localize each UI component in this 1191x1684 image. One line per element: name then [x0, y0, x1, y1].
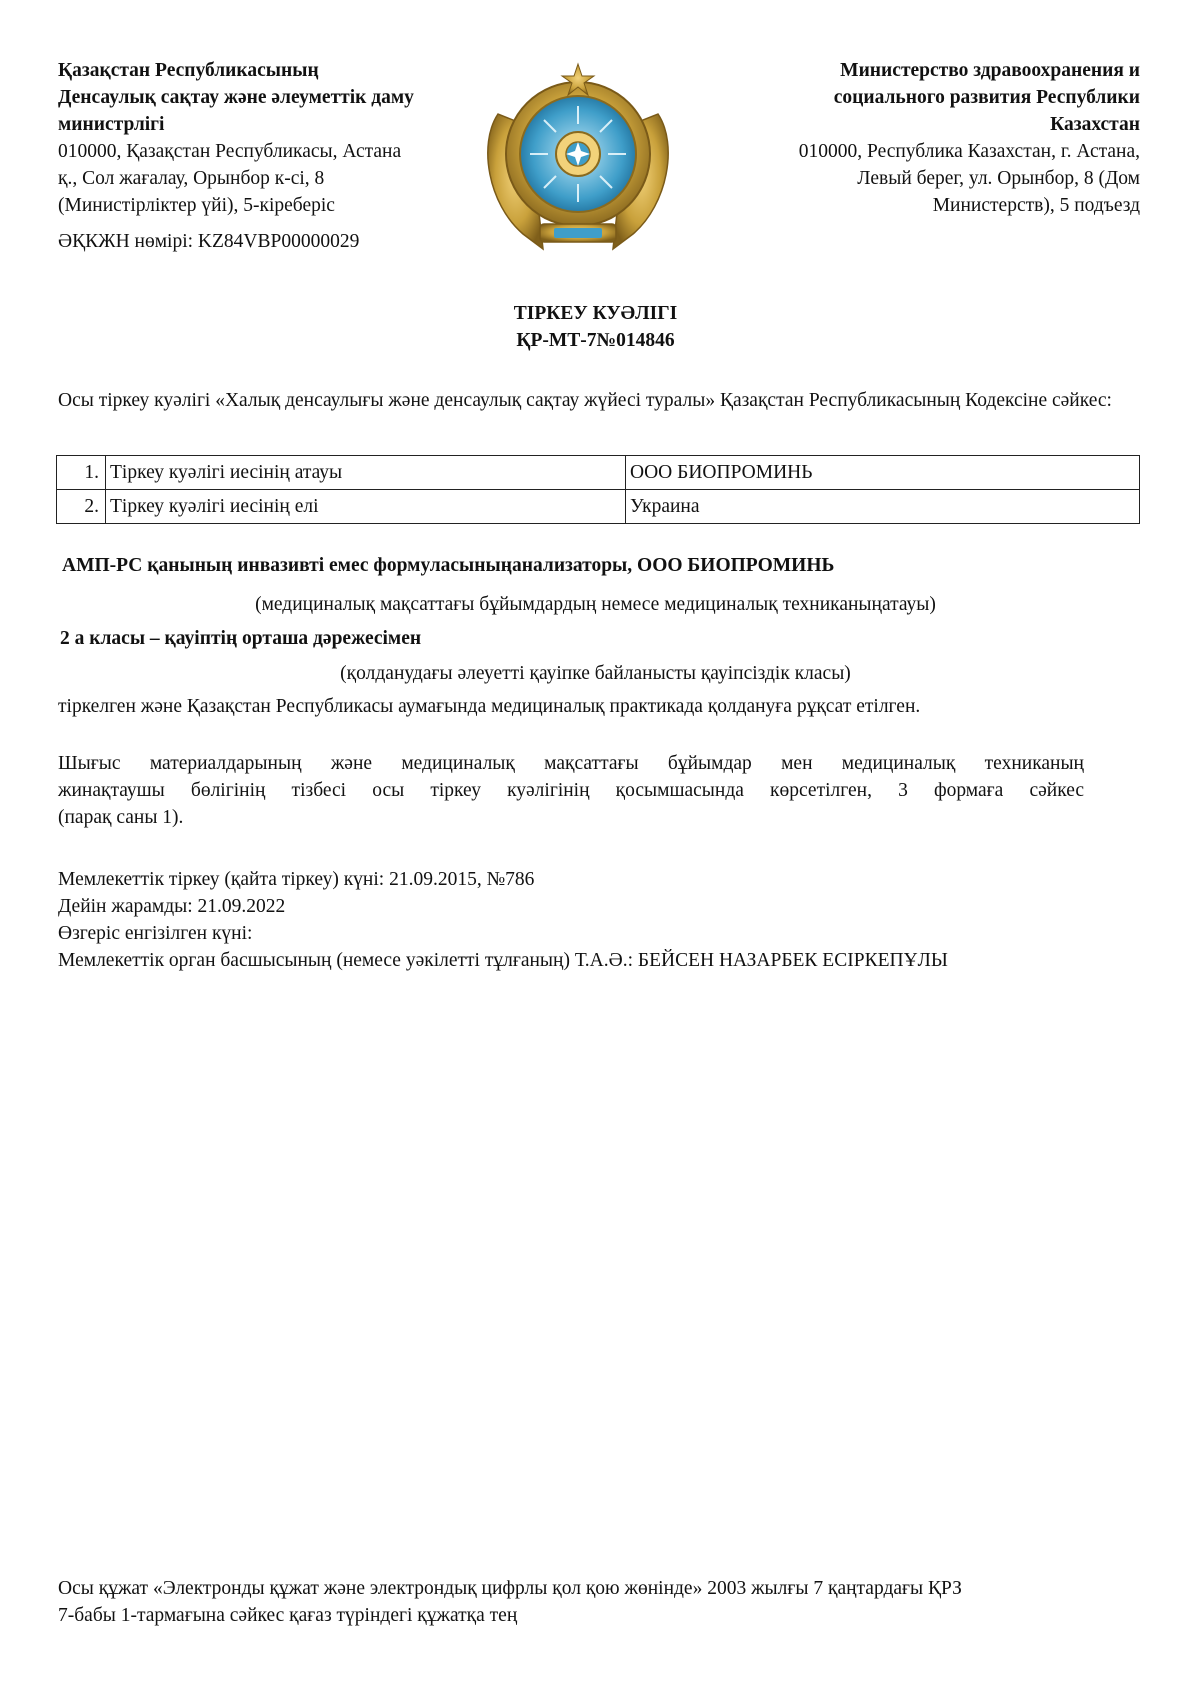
address-ru-line2: Левый берег, ул. Орынбор, 8 (Дом: [857, 168, 1140, 189]
list-note-line3: (парақ саны 1).: [58, 807, 184, 828]
row-value: ООО БИОПРОМИНЬ: [626, 456, 1140, 490]
address-kk-line2: қ., Сол жағалау, Орынбор к-сі, 8: [58, 168, 325, 189]
changes-date: Өзгеріс енгізілген күні:: [58, 923, 253, 944]
kazakhstan-state-emblem-icon: [468, 54, 688, 264]
footer-line2: 7-бабы 1-тармағына сәйкес қағаз түріндегі құжатқа тең: [58, 1605, 518, 1626]
address-ru-line3: Министерств), 5 подъезд: [932, 195, 1140, 216]
row-label: Тіркеу куәлігі иесінің атауы: [106, 456, 626, 490]
org-name-ru-line1: Министерство здравоохранения и: [840, 60, 1140, 81]
address-ru-line1: 010000, Республика Казахстан, г. Астана,: [798, 141, 1140, 162]
org-name-kk-line3: министрлігі: [58, 114, 165, 135]
row-number: 2.: [57, 490, 106, 524]
address-kk-line3: (Министірліктер үйі), 5-кіреберіс: [58, 195, 335, 216]
org-name-kk-line2: Денсаулық сақтау және әлеуметтік даму: [58, 87, 414, 108]
row-value: Украина: [626, 490, 1140, 524]
intro-paragraph: Осы тіркеу куәлігі «Халық денсаулығы және денсаулық сақтау жүйесі туралы» Қазақстан Республикасының Кодексіне сәйкес:: [58, 390, 1112, 411]
address-kk-line1: 010000, Қазақстан Республикасы, Астана: [58, 141, 402, 162]
registration-dates: [58, 866, 1158, 974]
bin-number: ӘҚКЖН нөмірі: KZ84VBP00000029: [58, 231, 360, 252]
table-row: [57, 490, 1140, 524]
device-name: АМП-РС қанының инвазивті емес формуласыныңанализаторы, ООО БИОПРОМИНЬ: [62, 555, 835, 576]
holder-info-table: [56, 455, 1140, 524]
valid-until: Дейін жарамды: 21.09.2022: [58, 896, 286, 917]
risk-class: 2 а класы – қауіптің орташа дәрежесімен: [60, 628, 422, 649]
row-number: 1.: [57, 456, 106, 490]
org-name-kk-line1: Қазақстан Республикасының: [58, 60, 319, 81]
row-label: Тіркеу куәлігі иесінің елі: [106, 490, 626, 524]
authority-head: Мемлекеттік орган басшысының (немесе уәкілетті тұлғаның) Т.А.Ә.: БЕЙСЕН НАЗАРБЕК ЕСІРКЕПҰЛЫ: [58, 950, 948, 971]
legal-footer: [58, 1575, 1138, 1629]
list-note-line1: Шығыс материалдарының және медициналық мақсаттағы бұйымдар мен медициналық техниканың: [58, 753, 1084, 774]
title-line1: ТІРКЕУ КУӘЛІГІ: [513, 303, 678, 324]
device-caption: (медициналық мақсаттағы бұйымдардың немесе медициналық техниканыңатауы): [255, 594, 936, 615]
list-note-line2: жинақтаушы бөлігінің тізбесі осы тіркеу куәлігінің қосымшасында көрсетілген, 3 формаға сәйкес: [58, 780, 1084, 801]
registration-date: Мемлекеттік тіркеу (қайта тіркеу) күні: 21.09.2015, №786: [58, 869, 535, 890]
certificate-number: ҚР-МТ-7№014846: [516, 330, 675, 351]
header-left-kk: [58, 57, 498, 255]
table-row: [57, 456, 1140, 490]
accessories-list-note: [58, 750, 1084, 831]
document-title: [0, 300, 1191, 354]
header-right-ru: [700, 57, 1140, 219]
footer-line1: Осы құжат «Электронды құжат және электрондық цифрлы қол қою жөнінде» 2003 жылғы 7 қаңтардағы ҚРЗ: [58, 1578, 962, 1599]
risk-caption: (қолданудағы әлеуетті қауіпке байланысты қауіпсіздік класы): [340, 663, 851, 684]
org-name-ru-line3: Казахстан: [1050, 114, 1140, 135]
permit-statement: тіркелген және Қазақстан Республикасы аумағында медициналық практикада қолдануға рұқсат етілген.: [58, 696, 921, 717]
org-name-ru-line2: социального развития Республики: [833, 87, 1140, 108]
